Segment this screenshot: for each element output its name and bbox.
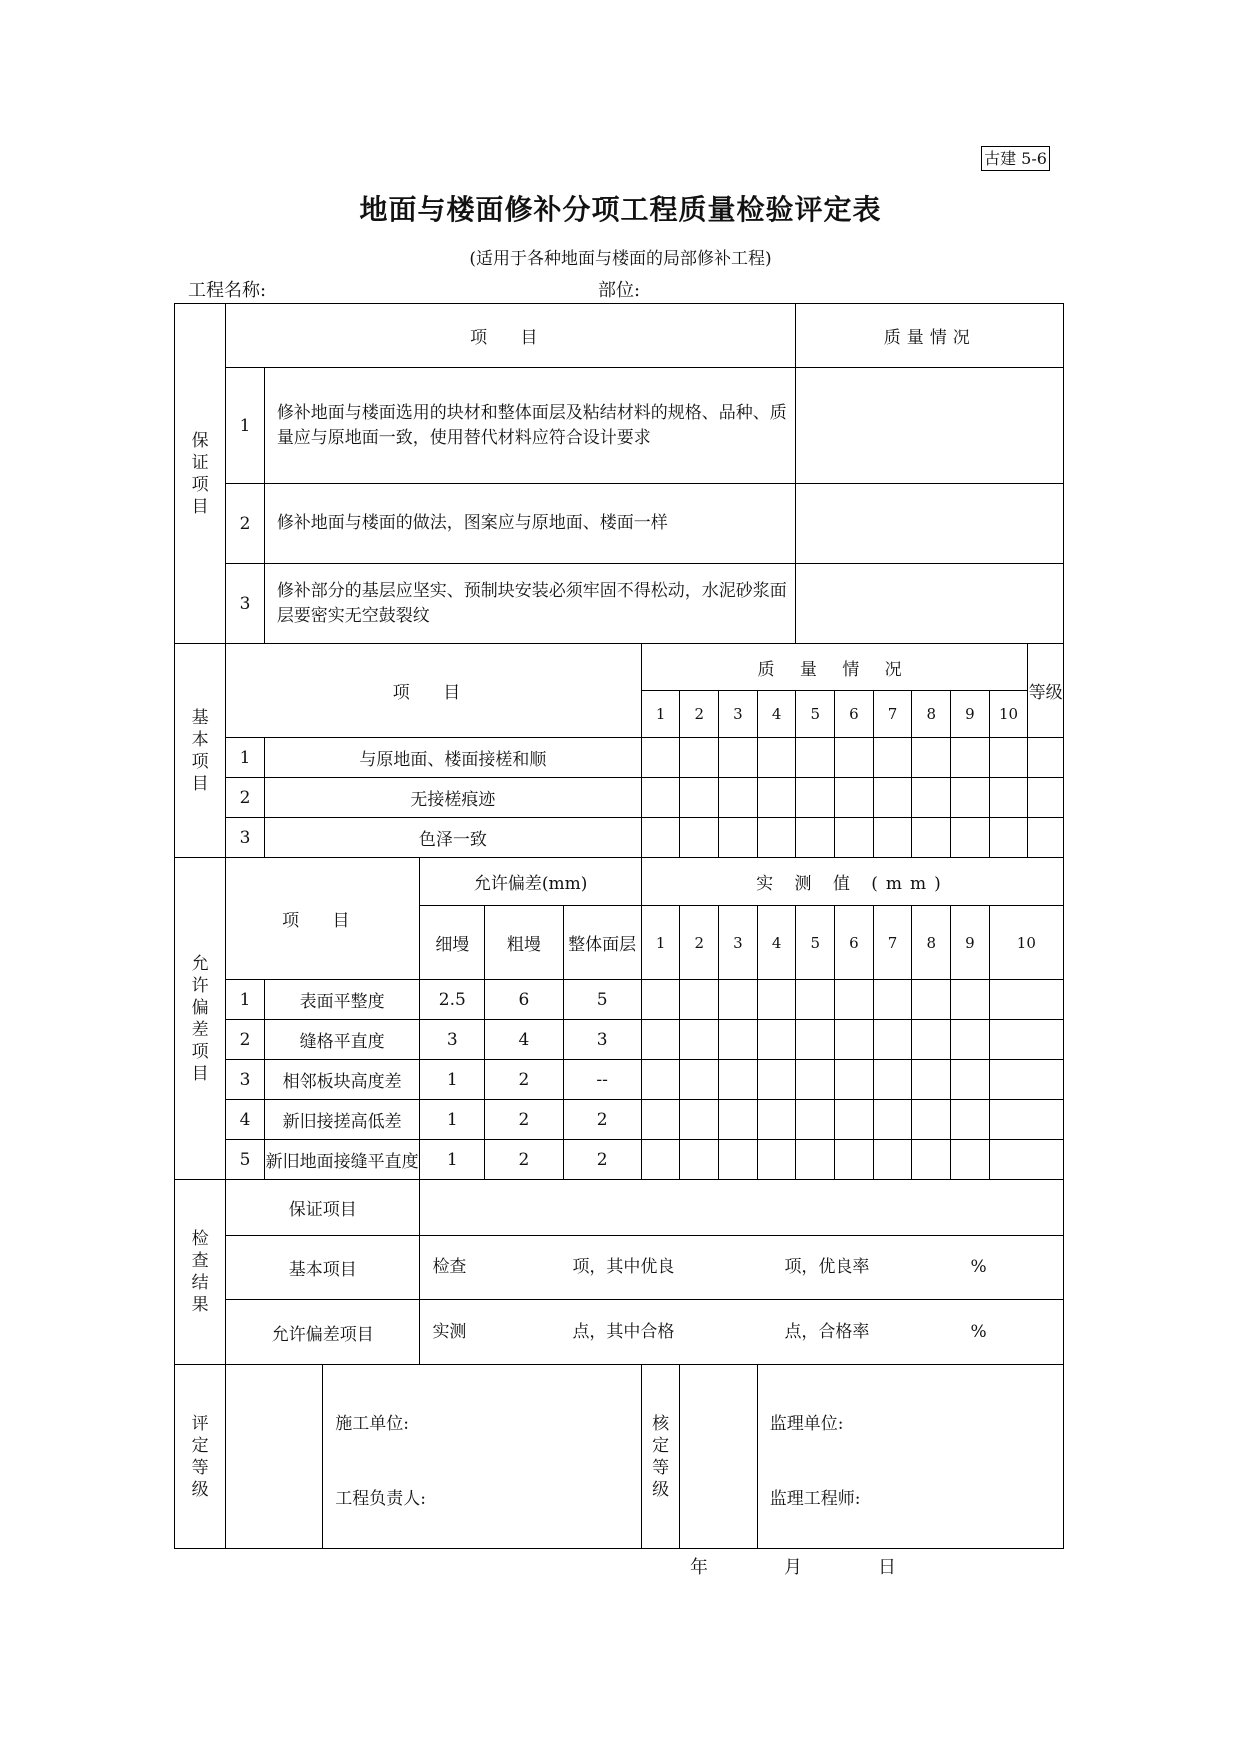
check-row-3-label: 允许偏差项目 <box>226 1300 420 1365</box>
guarantee-row-1-text: 修补地面与楼面选用的块材和整体面层及粘结材料的规格、品种、质量应与原地面一致，使用替代材料应符合设计要求 <box>264 368 796 484</box>
tolerance-subcol-fine: 细墁 <box>420 906 485 980</box>
check-row-1-value[interactable] <box>420 1180 1064 1236</box>
tolerance-row-1-v2: 6 <box>485 980 563 1020</box>
table-cell[interactable] <box>951 980 990 1020</box>
basic-row-1-text: 与原地面、楼面接槎和顺 <box>264 738 641 778</box>
guarantee-row-3-text: 修补部分的基层应坚实、预制块安装必须牢固不得松动，水泥砂浆面层要密实无空鼓裂纹 <box>264 564 796 644</box>
tolerance-row-4-v1: 1 <box>420 1100 485 1140</box>
guarantee-row-3-no: 3 <box>226 564 265 644</box>
tolerance-row-5-v1: 1 <box>420 1140 485 1180</box>
basic-num: 4 <box>757 691 796 738</box>
basic-num: 1 <box>641 691 680 738</box>
check-row-3-p4: % <box>970 1321 987 1342</box>
table-cell[interactable] <box>796 1140 835 1180</box>
table-cell[interactable] <box>951 1020 990 1060</box>
table-cell[interactable] <box>835 738 874 778</box>
table-cell[interactable] <box>796 1100 835 1140</box>
table-cell[interactable] <box>796 980 835 1020</box>
verify-grade-cell[interactable] <box>680 1365 757 1549</box>
table-cell[interactable] <box>989 1060 1063 1100</box>
table-cell[interactable] <box>680 1140 719 1180</box>
tolerance-num: 10 <box>989 906 1063 980</box>
table-cell[interactable] <box>989 1140 1063 1180</box>
table-cell[interactable] <box>873 778 912 818</box>
table-cell[interactable] <box>912 778 951 818</box>
location-label: 部位: <box>598 280 641 301</box>
table-cell[interactable] <box>719 980 758 1020</box>
project-name-label: 工程名称: <box>188 280 267 301</box>
tolerance-row-2-no: 2 <box>226 1020 265 1060</box>
basic-num: 7 <box>873 691 912 738</box>
tolerance-section-label: 允许偏差项目 <box>175 858 226 1180</box>
check-row-3-value[interactable] <box>420 1300 1064 1365</box>
table-cell[interactable] <box>757 980 796 1020</box>
check-row-2-label: 基本项目 <box>226 1236 420 1300</box>
table-cell[interactable] <box>912 980 951 1020</box>
table-cell[interactable] <box>757 1060 796 1100</box>
table-cell[interactable] <box>873 1060 912 1100</box>
table-cell[interactable] <box>912 1020 951 1060</box>
table-cell[interactable] <box>796 1060 835 1100</box>
check-section-label: 检查结果 <box>175 1180 226 1365</box>
table-cell[interactable] <box>989 738 1028 778</box>
table-cell[interactable] <box>912 738 951 778</box>
basic-num: 9 <box>951 691 990 738</box>
tolerance-subcol-coarse: 粗墁 <box>485 906 563 980</box>
table-cell[interactable] <box>796 818 835 858</box>
check-row-2-p1: 检查 <box>432 1257 467 1277</box>
basic-num: 6 <box>835 691 874 738</box>
table-cell[interactable] <box>835 778 874 818</box>
table-cell[interactable] <box>757 738 796 778</box>
guarantee-section-label: 保证项目 <box>175 304 226 644</box>
tolerance-row-1-v3: 5 <box>563 980 641 1020</box>
guarantee-row-2-quality[interactable] <box>796 484 1064 564</box>
tolerance-row-1-v1: 2.5 <box>420 980 485 1020</box>
table-cell[interactable] <box>912 1100 951 1140</box>
supervisor-unit-label: 监理单位: <box>769 1414 844 1434</box>
basic-num: 2 <box>680 691 719 738</box>
table-cell[interactable] <box>796 738 835 778</box>
basic-row-3-no: 3 <box>226 818 265 858</box>
basic-num: 3 <box>719 691 758 738</box>
table-cell[interactable] <box>641 1020 680 1060</box>
table-cell[interactable] <box>719 818 758 858</box>
check-row-2-p2: 项，其中优良 <box>572 1257 675 1277</box>
table-cell[interactable] <box>873 738 912 778</box>
tolerance-num: 8 <box>912 906 951 980</box>
verify-label: 核定等级 <box>641 1365 680 1549</box>
table-cell[interactable] <box>951 1060 990 1100</box>
table-cell[interactable] <box>757 1100 796 1140</box>
check-row-2-p4: % <box>970 1257 987 1277</box>
guarantee-row-2-no: 2 <box>226 484 265 564</box>
date-month: 月 <box>784 1557 802 1578</box>
table-cell[interactable] <box>757 1020 796 1060</box>
table-cell[interactable] <box>873 1100 912 1140</box>
table-cell[interactable] <box>680 1100 719 1140</box>
supervisor-engineer-label: 监理工程师: <box>769 1489 861 1509</box>
tolerance-row-2-v3: 3 <box>563 1020 641 1060</box>
table-cell[interactable] <box>873 818 912 858</box>
check-row-3-p1: 实测 <box>432 1321 467 1342</box>
basic-section-label: 基本项目 <box>175 644 226 858</box>
tolerance-col-item: 项 目 <box>226 858 420 980</box>
tolerance-subcol-whole: 整体面层 <box>563 906 641 980</box>
table-cell[interactable] <box>680 1060 719 1100</box>
table-cell[interactable] <box>873 1020 912 1060</box>
builder-unit-label: 施工单位: <box>335 1414 410 1434</box>
tolerance-col-allowed: 允许偏差(mm) <box>420 858 641 906</box>
check-row-3-p2: 点，其中合格 <box>572 1321 675 1342</box>
check-row-2-p3: 项，优良率 <box>784 1257 870 1277</box>
table-cell[interactable] <box>989 1100 1063 1140</box>
table-cell[interactable] <box>680 818 719 858</box>
table-cell[interactable] <box>641 1060 680 1100</box>
tolerance-row-4-no: 4 <box>226 1100 265 1140</box>
table-cell[interactable] <box>912 818 951 858</box>
tolerance-row-3-text: 相邻板块高度差 <box>264 1060 420 1100</box>
tolerance-row-2-text: 缝格平直度 <box>264 1020 420 1060</box>
page-subtitle: (适用于各种地面与楼面的局部修补工程) <box>469 249 772 269</box>
tolerance-col-measured: 实 测 值 (mm) <box>641 858 1063 906</box>
inspection-form-table <box>174 303 1064 1549</box>
table-cell[interactable] <box>989 778 1028 818</box>
grade-cell[interactable] <box>1028 738 1064 778</box>
table-cell[interactable] <box>989 980 1063 1020</box>
guarantee-row-1-no: 1 <box>226 368 265 484</box>
tolerance-row-5-no: 5 <box>226 1140 265 1180</box>
tolerance-num: 1 <box>641 906 680 980</box>
table-cell[interactable] <box>680 778 719 818</box>
table-cell[interactable] <box>835 1020 874 1060</box>
grade-cell[interactable] <box>1028 818 1064 858</box>
tolerance-row-3-v1: 1 <box>420 1060 485 1100</box>
check-row-3-p3: 点，合格率 <box>784 1321 870 1342</box>
tolerance-row-1-text: 表面平整度 <box>264 980 420 1020</box>
supervisor-sign-block <box>757 1365 1063 1549</box>
date-year: 年 <box>690 1557 708 1578</box>
rating-grade-cell[interactable] <box>226 1365 323 1549</box>
guarantee-row-3-quality[interactable] <box>796 564 1064 644</box>
tolerance-num: 9 <box>951 906 990 980</box>
table-cell[interactable] <box>719 1020 758 1060</box>
table-cell[interactable] <box>951 1100 990 1140</box>
guarantee-col-quality: 质量情况 <box>796 304 1064 368</box>
tolerance-num: 4 <box>757 906 796 980</box>
table-cell[interactable] <box>641 778 680 818</box>
tolerance-row-4-text: 新旧接搓高低差 <box>264 1100 420 1140</box>
table-cell[interactable] <box>641 738 680 778</box>
table-cell[interactable] <box>719 1140 758 1180</box>
table-cell[interactable] <box>835 980 874 1020</box>
table-cell[interactable] <box>835 818 874 858</box>
table-cell[interactable] <box>641 1100 680 1140</box>
tolerance-num: 6 <box>835 906 874 980</box>
basic-num: 8 <box>912 691 951 738</box>
table-cell[interactable] <box>796 1020 835 1060</box>
guarantee-row-2-text: 修补地面与楼面的做法，图案应与原地面、楼面一样 <box>264 484 796 564</box>
table-cell[interactable] <box>719 738 758 778</box>
basic-num: 10 <box>989 691 1028 738</box>
tolerance-row-4-v3: 2 <box>563 1100 641 1140</box>
guarantee-row-1-quality[interactable] <box>796 368 1064 484</box>
rating-section-label: 评定等级 <box>175 1365 226 1549</box>
table-cell[interactable] <box>951 1140 990 1180</box>
check-row-1-label: 保证项目 <box>226 1180 420 1236</box>
guarantee-col-item: 项 目 <box>226 304 796 368</box>
table-cell[interactable] <box>757 818 796 858</box>
table-cell[interactable] <box>873 980 912 1020</box>
builder-sign-block <box>323 1365 642 1549</box>
table-cell[interactable] <box>757 1140 796 1180</box>
table-cell[interactable] <box>680 1020 719 1060</box>
basic-col-item: 项 目 <box>226 644 642 738</box>
table-cell[interactable] <box>680 738 719 778</box>
table-cell[interactable] <box>912 1140 951 1180</box>
tolerance-row-2-v1: 3 <box>420 1020 485 1060</box>
table-cell[interactable] <box>641 1140 680 1180</box>
page-title: 地面与楼面修补分项工程质量检验评定表 <box>359 193 882 226</box>
tolerance-row-5-v3: 2 <box>563 1140 641 1180</box>
grade-cell[interactable] <box>1028 778 1064 818</box>
table-cell[interactable] <box>719 1100 758 1140</box>
table-cell[interactable] <box>989 1020 1063 1060</box>
tolerance-num: 2 <box>680 906 719 980</box>
builder-lead-label: 工程负责人: <box>335 1489 427 1509</box>
table-cell[interactable] <box>680 980 719 1020</box>
tolerance-num: 7 <box>873 906 912 980</box>
basic-row-3-text: 色泽一致 <box>264 818 641 858</box>
table-cell[interactable] <box>873 1140 912 1180</box>
table-cell[interactable] <box>719 1060 758 1100</box>
tolerance-row-3-no: 3 <box>226 1060 265 1100</box>
table-cell[interactable] <box>757 778 796 818</box>
table-cell[interactable] <box>641 980 680 1020</box>
table-cell[interactable] <box>912 1060 951 1100</box>
tolerance-row-5-v2: 2 <box>485 1140 563 1180</box>
basic-row-2-no: 2 <box>226 778 265 818</box>
tolerance-row-2-v2: 4 <box>485 1020 563 1060</box>
document-code: 古建 5-6 <box>981 146 1050 171</box>
tolerance-num: 5 <box>796 906 835 980</box>
tolerance-row-4-v2: 2 <box>485 1100 563 1140</box>
tolerance-row-3-v2: 2 <box>485 1060 563 1100</box>
tolerance-row-3-v3: -- <box>563 1060 641 1100</box>
table-cell[interactable] <box>835 1060 874 1100</box>
table-cell[interactable] <box>835 1140 874 1180</box>
table-cell[interactable] <box>719 778 758 818</box>
basic-row-1-no: 1 <box>226 738 265 778</box>
tolerance-num: 3 <box>719 906 758 980</box>
table-cell[interactable] <box>989 818 1028 858</box>
tolerance-row-5-text: 新旧地面接缝平直度 <box>264 1140 420 1180</box>
table-cell[interactable] <box>796 778 835 818</box>
table-cell[interactable] <box>641 818 680 858</box>
table-cell[interactable] <box>951 818 990 858</box>
basic-num: 5 <box>796 691 835 738</box>
table-cell[interactable] <box>951 738 990 778</box>
check-row-2-value[interactable] <box>420 1236 1064 1300</box>
date-day: 日 <box>878 1557 896 1578</box>
table-cell[interactable] <box>951 778 990 818</box>
basic-row-2-text: 无接槎痕迹 <box>264 778 641 818</box>
basic-col-grade: 等级 <box>1028 644 1064 738</box>
basic-col-quality: 质 量 情 况 <box>641 644 1027 691</box>
table-cell[interactable] <box>835 1100 874 1140</box>
tolerance-row-1-no: 1 <box>226 980 265 1020</box>
